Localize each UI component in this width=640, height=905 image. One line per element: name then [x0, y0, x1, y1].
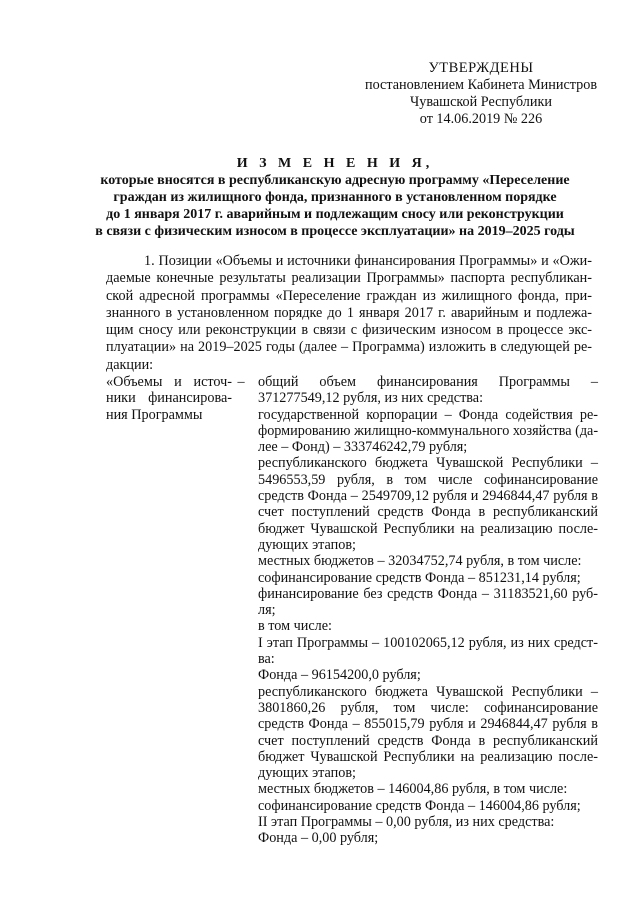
position-content-line: I этап Программы – 100102065,12 рубля, из них средст- — [258, 634, 598, 651]
position-content-line: дующих этапов; — [258, 765, 356, 782]
intro-paragraph — [106, 253, 592, 374]
intro-line: дакции: — [106, 356, 154, 373]
position-content-line: местных бюджетов – 146004,86 рубля, в том числе: — [258, 781, 568, 798]
position-content-line: средств Фонда – 2549709,12 рубля и 2946844,47 рубля в — [258, 488, 598, 505]
position-content-line: ля; — [258, 602, 276, 619]
approval-line-1: постановлением Кабинета Министров — [364, 77, 598, 93]
approval-heading: УТВЕРЖДЕНЫ — [428, 60, 534, 76]
position-label — [106, 374, 232, 423]
position-content-line: Фонда – 96154200,0 рубля; — [258, 667, 421, 684]
position-label-line: ния Программы — [106, 406, 203, 423]
position-dash: – — [237, 374, 245, 390]
position-content-line: республиканского бюджета Чувашской Республики – — [258, 455, 598, 472]
position-content-line: бюджет Чувашской Республики на реализацию после- — [258, 748, 598, 765]
approval-block — [356, 60, 606, 128]
position-content-line: в том числе: — [258, 618, 332, 635]
position-content-line: общий объем финансирования Программы – — [258, 374, 598, 390]
position-label-line: ники финансирова- — [106, 390, 232, 407]
position-content-line: республиканского бюджета Чувашской Республики – — [258, 683, 598, 700]
position-content-line: Фонда – 0,00 рубля; — [258, 830, 379, 847]
position-label-line: «Объемы и источ- — [106, 374, 232, 390]
intro-line: знанного в установленном порядке до 1 января 2017 г. аварийным и подлежа- — [106, 304, 592, 321]
position-content-line: счет поступлений средств Фонда в республиканский — [258, 504, 598, 521]
position-content-line: лее – Фонд) – 333746242,79 рубля; — [258, 439, 468, 456]
position-content-line: 371277549,12 рубля, из них средства: — [258, 390, 484, 407]
position-content-line: местных бюджетов – 32034752,74 рубля, в том числе: — [258, 553, 582, 570]
position-content-line: средств Фонда – 855015,79 рубля и 2946844,47 рубля в — [258, 716, 598, 733]
title-line-4: в связи с физическим износом в процессе эксплуатации» на 2019–2025 годы — [95, 224, 575, 239]
title-line-3: до 1 января 2017 г. аварийным и подлежащим сносу или реконструкции — [106, 207, 564, 222]
intro-line: плуатации» на 2019–2025 годы (далее – Программа) изложить в следующей ре- — [106, 339, 592, 356]
intro-line: 1. Позиции «Объемы и источники финансирования Программы» и «Ожи- — [144, 253, 592, 269]
position-content-line: софинансирование средств Фонда – 146004,86 рубля; — [258, 797, 581, 814]
title-heading: И З М Е Н Е Н И Я, — [236, 156, 434, 171]
position-content-line: 3801860,26 рубля, том числе: софинансирование — [258, 699, 598, 716]
position-content-line: ва: — [258, 651, 275, 668]
approval-line-2: Чувашской Республики — [410, 94, 552, 110]
intro-line: даемые конечные результаты реализации Программы» паспорта республикан- — [106, 270, 592, 287]
position-content-line: софинансирование средств Фонда – 851231,14 рубля; — [258, 569, 581, 586]
position-content-line: бюджет Чувашской Республики на реализацию после- — [258, 520, 598, 537]
position-content — [258, 374, 598, 847]
position-content-line: дующих этапов; — [258, 536, 356, 553]
intro-line: ской адресной программы «Переселение граждан из жилищного фонда, при- — [106, 287, 592, 304]
position-content-line: II этап Программы – 0,00 рубля, из них средства: — [258, 814, 555, 831]
approval-line-3: от 14.06.2019 № 226 — [419, 111, 543, 127]
document-title — [90, 155, 580, 240]
position-content-line: финансирование без средств Фонда – 31183521,60 руб- — [258, 585, 598, 602]
position-content-line: 5496553,59 рубля, в том числе софинансирование — [258, 471, 598, 488]
position-content-line: государственной корпорации – Фонда содействия ре- — [258, 406, 598, 423]
position-content-line: формированию жилищно-коммунального хозяйства (да- — [258, 422, 599, 439]
position-content-line: счет поступлений средств Фонда в республиканский — [258, 732, 598, 749]
intro-line: щим сносу или реконструкции в связи с физическим износом в процессе экс- — [106, 322, 592, 339]
title-line-2: граждан из жилищного фонда, признанного в установленном порядке — [113, 190, 557, 205]
title-line-1: которые вносятся в республиканскую адресную программу «Переселение — [100, 173, 570, 188]
